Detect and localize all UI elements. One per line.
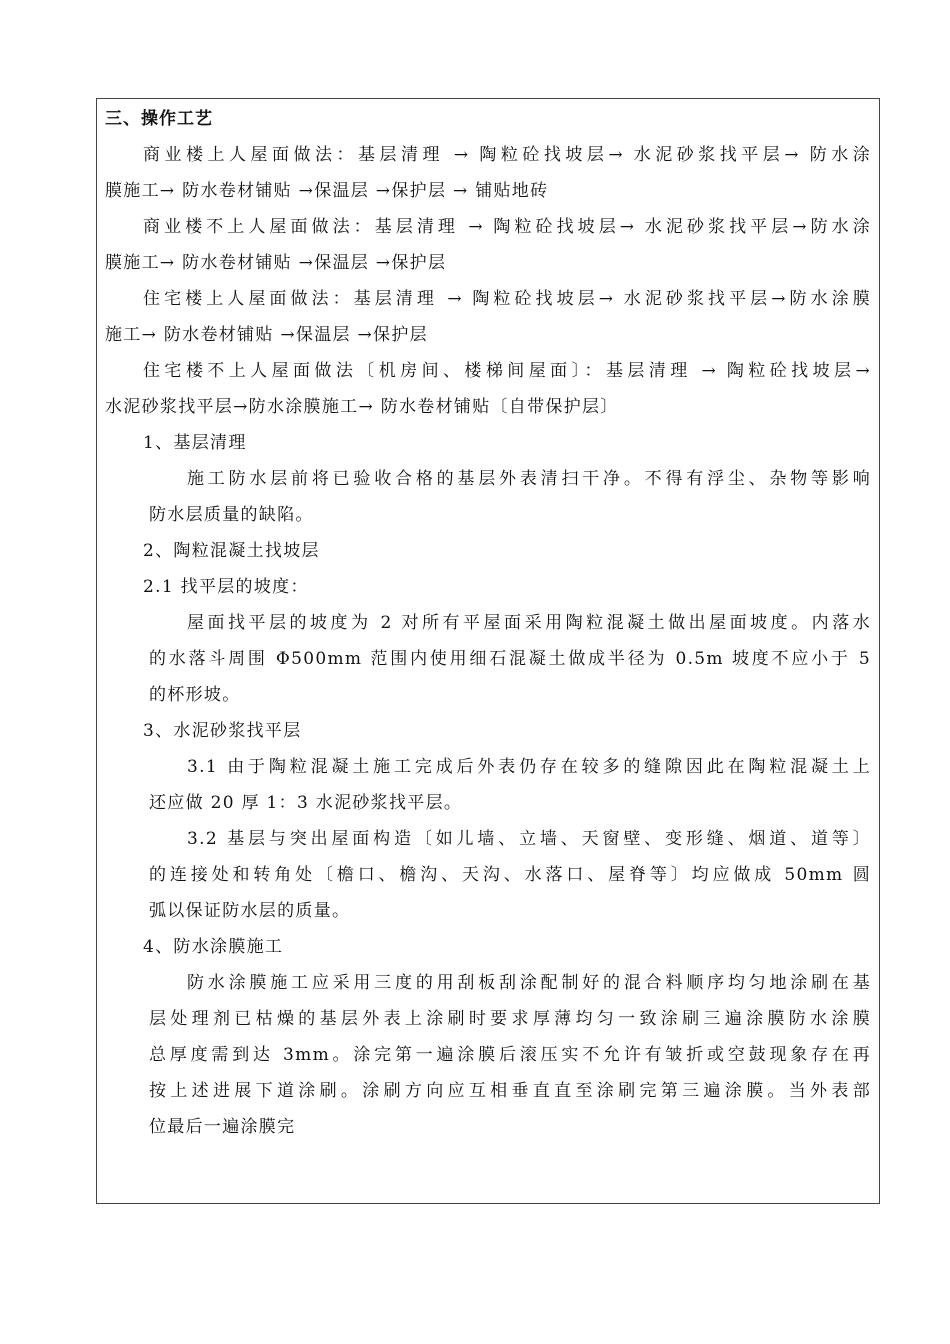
subheading-4: 4、防水涂膜施工	[143, 937, 284, 957]
document-content	[105, 101, 871, 1145]
paragraph-line: 层处理剂已枯燥的基层外表上涂刷时要求厚薄均匀一致涂刷三遍涂膜防水涂膜	[149, 1009, 871, 1029]
section-heading: 三、操作工艺	[105, 109, 213, 129]
paragraph-line: 住宅楼上人屋面做法：基层清理 → 陶粒砼找坡层→ 水泥砂浆找平层→防水涂膜	[143, 289, 871, 309]
paragraph-line: 商业楼不上人屋面做法：基层清理 → 陶粒砼找坡层→ 水泥砂浆找平层→防水涂	[143, 217, 871, 237]
paragraph-line: 位最后一遍涂膜完	[149, 1117, 296, 1137]
paragraph-line: 3.2 基层与突出屋面构造〔如儿墙、立墙、天窗壁、变形缝、烟道、道等〕	[187, 829, 871, 849]
paragraph-line: 总厚度需到达 3mm。涂完第一遍涂膜后滚压实不允许有皱折或空鼓现象存在再	[149, 1045, 871, 1065]
paragraph-line: 膜施工→ 防水卷材铺贴 →保温层 →保护层 → 铺贴地砖	[105, 181, 549, 201]
paragraph-line: 住宅楼不上人屋面做法〔机房间、楼梯间屋面〕：基层清理 → 陶粒砼找坡层→	[143, 361, 871, 381]
paragraph-line: 3.1 由于陶粒混凝土施工完成后外表仍存在较多的缝隙因此在陶粒混凝土上	[187, 757, 871, 777]
paragraph-line: 施工→ 防水卷材铺贴 →保温层 →保护层	[105, 325, 428, 345]
subheading-2: 2、陶粒混凝土找坡层	[143, 541, 320, 561]
paragraph-line: 按上述进展下道涂刷。涂刷方向应互相垂直直至涂刷完第三遍涂膜。当外表部	[149, 1081, 871, 1101]
paragraph-line: 水泥砂浆找平层→防水涂膜施工→ 防水卷材铺贴〔自带保护层〕	[105, 397, 619, 417]
paragraph-line: 的杯形坡。	[149, 685, 241, 705]
document-frame	[96, 98, 880, 1204]
paragraph-line: 膜施工→ 防水卷材铺贴 →保温层 →保护层	[105, 253, 447, 273]
paragraph-line: 防水层质量的缺陷。	[149, 505, 314, 525]
paragraph-line: 弧以保证防水层的质量。	[149, 901, 351, 921]
paragraph-line: 施工防水层前将已验收合格的基层外表清扫干净。不得有浮尘、杂物等影响	[187, 469, 871, 489]
paragraph-line: 的水落斗周围 Φ500mm 范围内使用细石混凝土做成半径为 0.5m 坡度不应小于 5	[149, 649, 871, 669]
subheading-1: 1、基层清理	[143, 433, 247, 453]
paragraph-line: 防水涂膜施工应采用三度的用刮板刮涂配制好的混合料顺序均匀地涂刷在基	[187, 973, 871, 993]
paragraph-line: 还应做 20 厚 1：3 水泥砂浆找平层。	[149, 793, 463, 813]
subheading-2-1: 2.1 找平层的坡度：	[143, 577, 309, 597]
paragraph-line: 的连接处和转角处〔檐口、檐沟、天沟、水落口、屋脊等〕均应做成 50mm 圆	[149, 865, 871, 885]
paragraph-line: 商业楼上人屋面做法：基层清理 → 陶粒砼找坡层→ 水泥砂浆找平层→ 防水涂	[143, 145, 871, 165]
paragraph-line: 屋面找平层的坡度为 2 对所有平屋面采用陶粒混凝土做出屋面坡度。内落水	[187, 613, 871, 633]
subheading-3: 3、水泥砂浆找平层	[143, 721, 302, 741]
